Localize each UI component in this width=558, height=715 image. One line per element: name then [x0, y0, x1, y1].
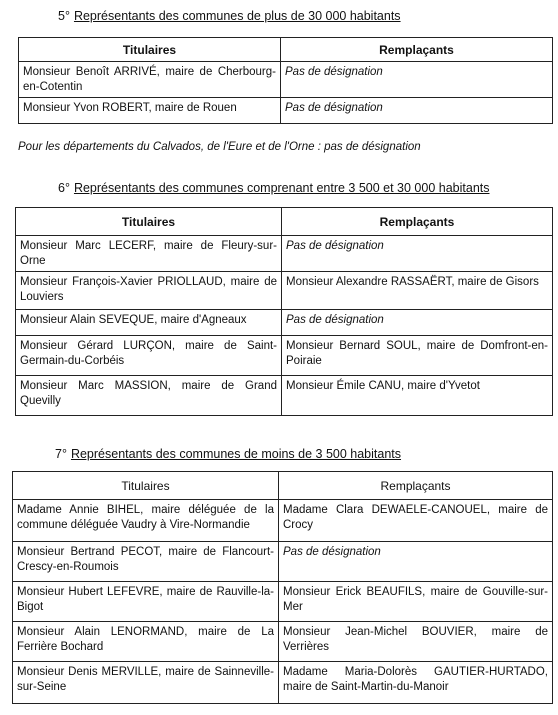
remplacant-cell: Monsieur Jean-Michel BOUVIER, maire de Verrières — [279, 622, 553, 662]
titulaire-cell: Madame Annie BIHEL, maire déléguée de la commune déléguée Vaudry à Vire-Normandie — [13, 500, 279, 542]
section-5-title — [58, 9, 401, 23]
table-header-row — [16, 208, 553, 236]
table-row — [13, 622, 553, 662]
header-titulaires: Titulaires — [16, 208, 282, 236]
header-remplacants: Remplaçants — [279, 472, 553, 500]
table-header-row — [13, 472, 553, 500]
table-row — [16, 310, 553, 336]
titulaire-cell: Monsieur Gérard LURÇON, maire de Saint-Germain-du-Corbéis — [16, 336, 282, 376]
titulaire-cell: Monsieur François-Xavier PRIOLLAUD, maire de Louviers — [16, 272, 282, 310]
section-7-number: 7° — [55, 447, 67, 461]
titulaire-cell: Monsieur Alain LENORMAND, maire de La Ferrière Bochard — [13, 622, 279, 662]
remplacant-cell: Madame Clara DEWAELE-CANOUEL, maire de Crocy — [279, 500, 553, 542]
table-row — [13, 542, 553, 582]
section-6-title — [58, 181, 490, 195]
remplacant-cell: Pas de désignation — [281, 62, 553, 98]
table-row — [16, 376, 553, 416]
table-row — [13, 500, 553, 542]
remplacant-cell: Pas de désignation — [279, 542, 553, 582]
section-7-heading: Représentants des communes de moins de 3 500 habitants — [70, 447, 402, 461]
remplacant-cell: Monsieur Émile CANU, maire d'Yvetot — [282, 376, 553, 416]
section-6-table — [15, 207, 553, 416]
remplacant-cell: Pas de désignation — [282, 310, 553, 336]
remplacant-cell: Pas de désignation — [281, 98, 553, 124]
table-row — [19, 98, 553, 124]
titulaire-cell: Monsieur Yvon ROBERT, maire de Rouen — [19, 98, 281, 124]
table-row — [13, 582, 553, 622]
titulaire-cell: Monsieur Hubert LEFEVRE, maire de Rauville-la-Bigot — [13, 582, 279, 622]
titulaire-cell: Monsieur Bertrand PECOT, maire de Flancourt-Crescy-en-Roumois — [13, 542, 279, 582]
header-remplacants: Remplaçants — [282, 208, 553, 236]
section-5-number: 5° — [58, 9, 70, 23]
section-6-number: 6° — [58, 181, 70, 195]
titulaire-cell: Monsieur Denis MERVILLE, maire de Sainneville-sur-Seine — [13, 662, 279, 704]
titulaire-cell: Monsieur Marc MASSION, maire de Grand Quevilly — [16, 376, 282, 416]
table-row — [16, 272, 553, 310]
section-7-table — [12, 471, 553, 704]
section-5-heading: Représentants des communes de plus de 30 000 habitants — [73, 9, 401, 23]
header-titulaires: Titulaires — [13, 472, 279, 500]
titulaire-cell: Monsieur Alain SEVEQUE, maire d'Agneaux — [16, 310, 282, 336]
table-row — [13, 662, 553, 704]
table-row — [16, 236, 553, 272]
titulaire-cell: Monsieur Marc LECERF, maire de Fleury-sur-Orne — [16, 236, 282, 272]
departments-note: Pour les départements du Calvados, de l'Eure et de l'Orne : pas de désignation — [18, 141, 421, 153]
table-header-row — [19, 38, 553, 62]
header-remplacants: Remplaçants — [281, 38, 553, 62]
table-row — [16, 336, 553, 376]
remplacant-cell: Pas de désignation — [282, 236, 553, 272]
titulaire-cell: Monsieur Benoît ARRIVÉ, maire de Cherbourg-en-Cotentin — [19, 62, 281, 98]
remplacant-cell: Monsieur Alexandre RASSAËRT, maire de Gisors — [282, 272, 553, 310]
table-row — [19, 62, 553, 98]
section-6-heading: Représentants des communes comprenant entre 3 500 et 30 000 habitants — [73, 181, 490, 195]
remplacant-cell: Madame Maria-Dolorès GAUTIER-HURTADO, maire de Saint-Martin-du-Manoir — [279, 662, 553, 704]
section-5-table — [18, 37, 553, 124]
header-titulaires: Titulaires — [19, 38, 281, 62]
remplacant-cell: Monsieur Erick BEAUFILS, maire de Gouville-sur-Mer — [279, 582, 553, 622]
remplacant-cell: Monsieur Bernard SOUL, maire de Domfront-en-Poiraie — [282, 336, 553, 376]
section-7-title — [55, 447, 401, 461]
